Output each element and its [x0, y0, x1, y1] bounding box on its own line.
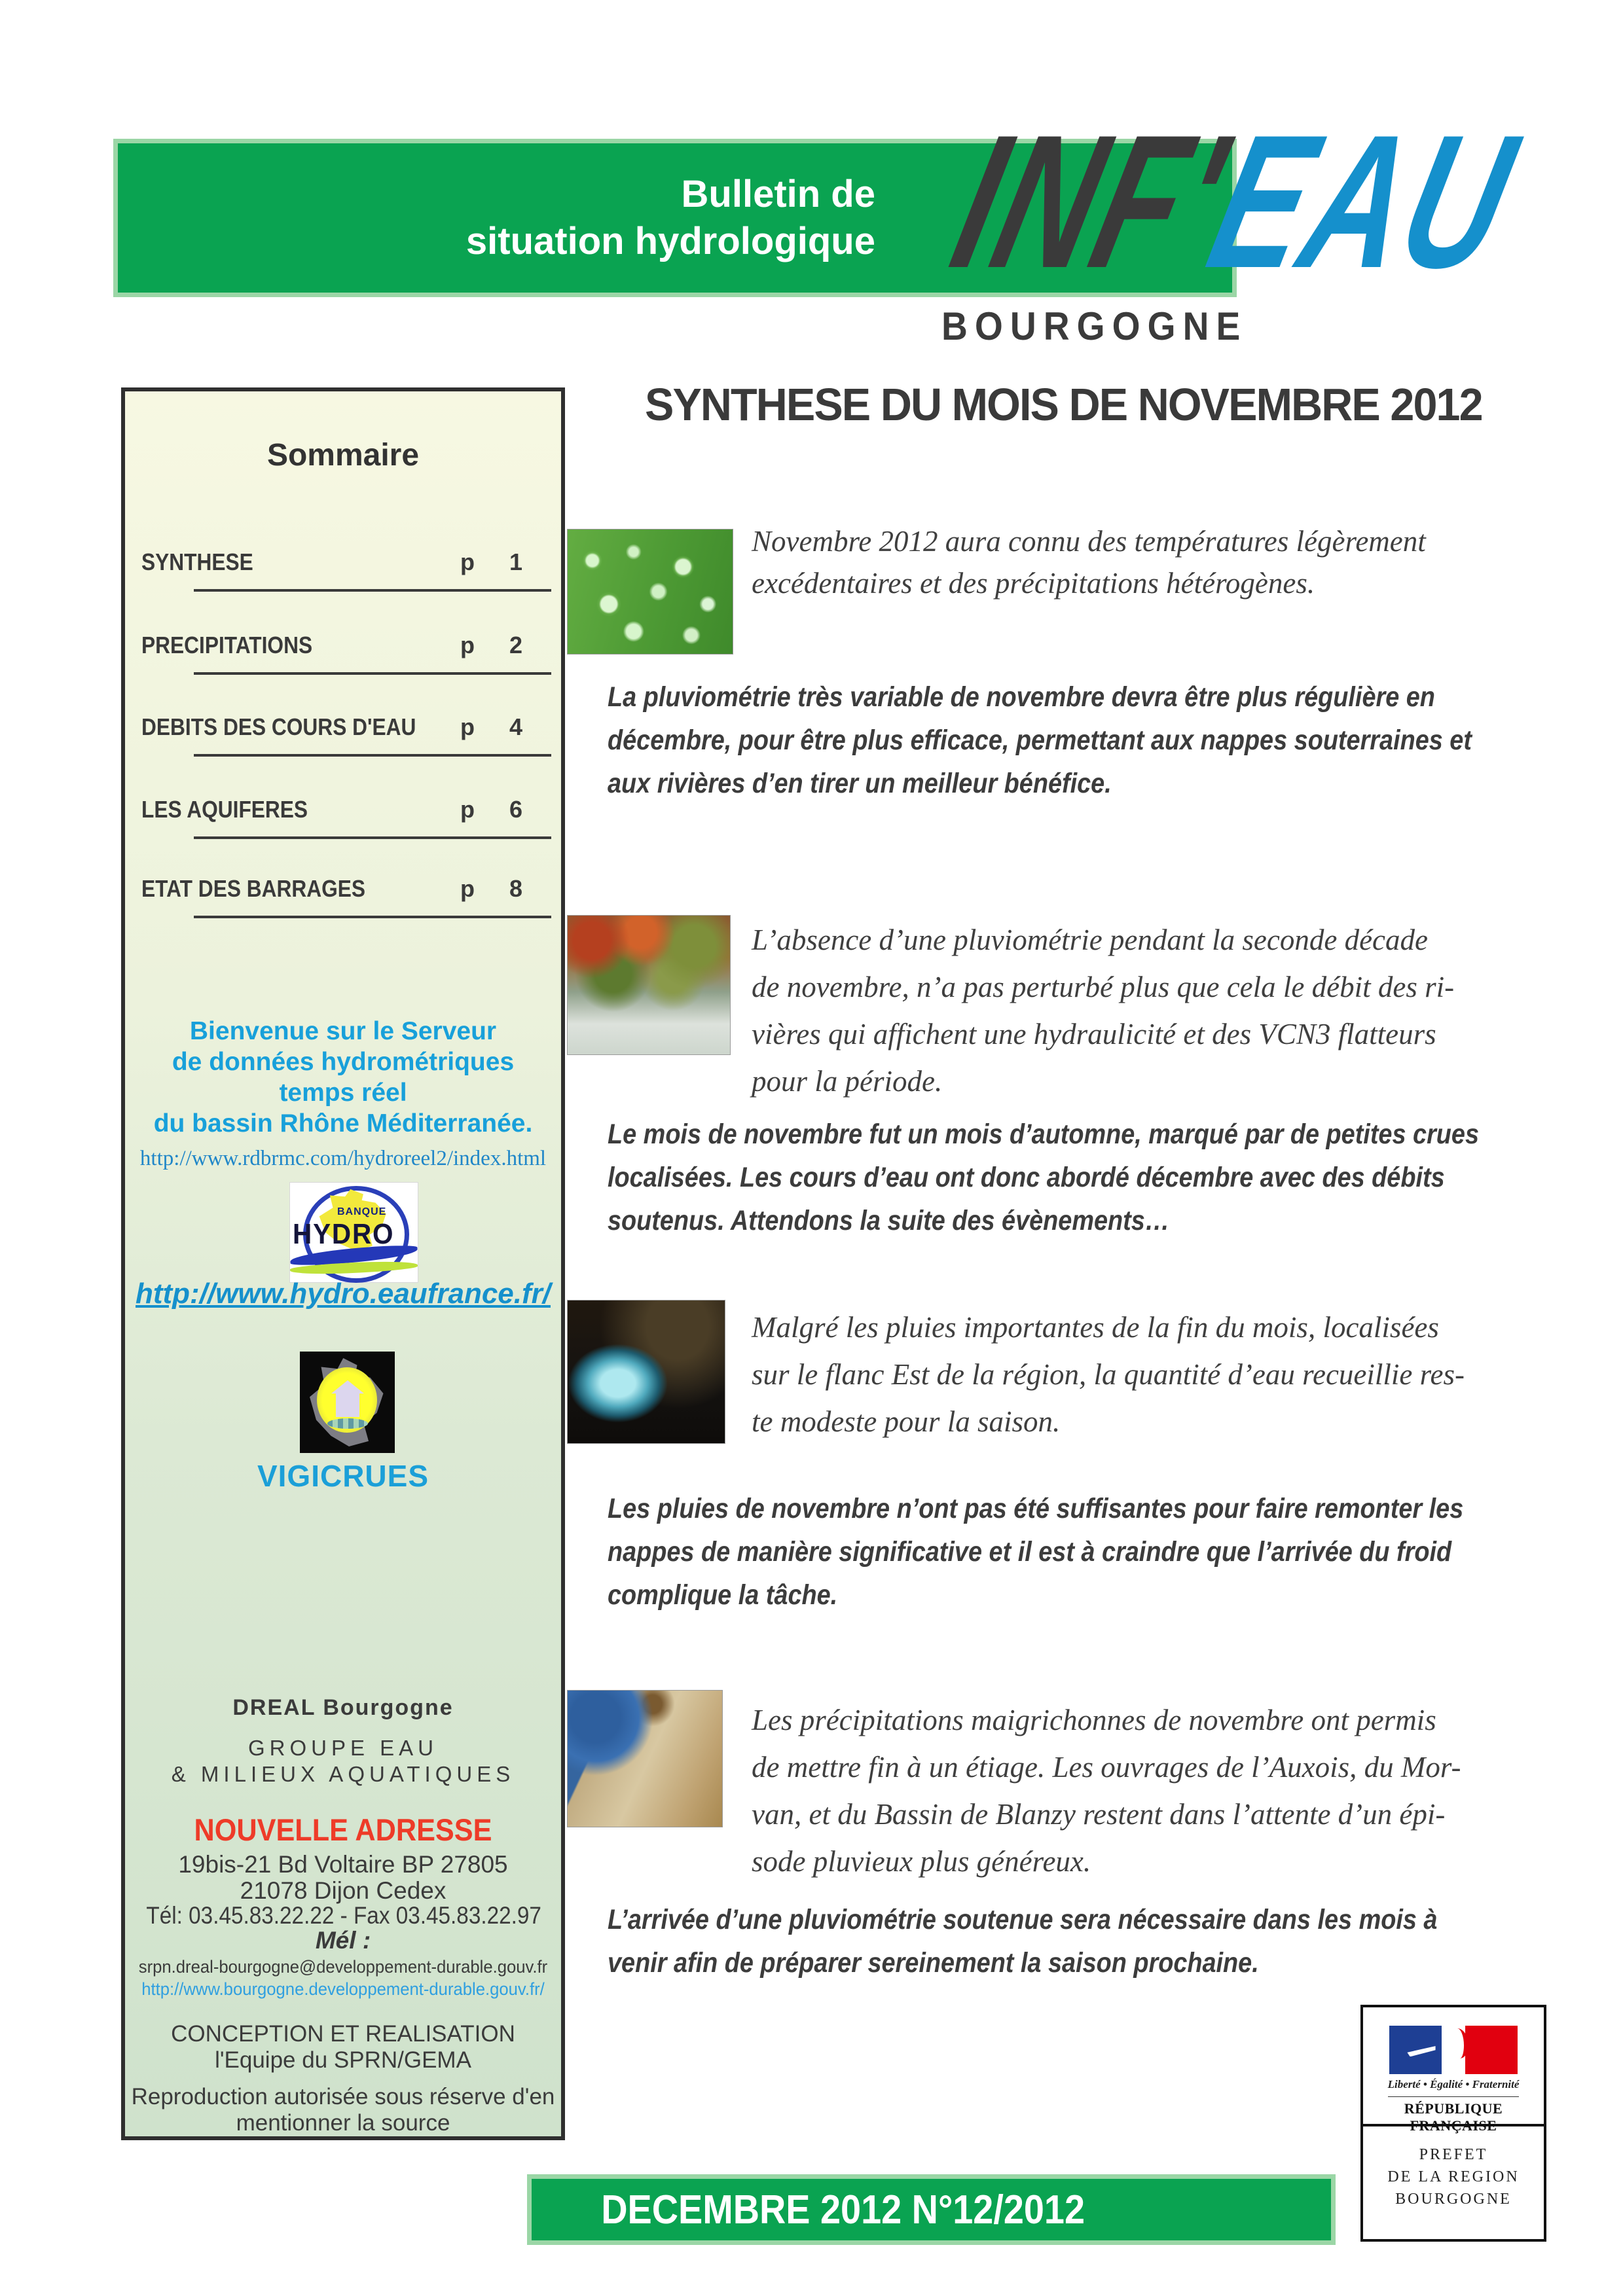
text-line: aux rivières d’en tirer un meilleur bénéfice. [608, 768, 1112, 799]
text-line: te modeste pour la saison. [752, 1405, 1061, 1438]
sommaire-title: Sommaire [266, 438, 420, 473]
synthese-italic-1 [752, 520, 1426, 604]
vigicrues-logo[interactable] [300, 1352, 395, 1453]
synthese-bold-1 [608, 675, 1472, 805]
toc-page-abbrev: p [460, 713, 475, 740]
text-line: décembre, pour être plus efficace, permettant aux nappes souterraines et [608, 725, 1472, 756]
toc-underline [194, 589, 551, 592]
phone-fax-line: Tél: 03.45.83.22.22 - Fax 03.45.83.22.97 [146, 1902, 541, 1929]
synthese-italic-2 [752, 916, 1454, 1105]
org-group-line1: GROUPE EAU [247, 1736, 439, 1760]
text-line: sur le flanc Est de la région, la quantité d’eau recueillie res- [752, 1358, 1465, 1391]
toc-label: LES AQUIFERES [141, 796, 308, 823]
photo-autumn-river [567, 915, 731, 1055]
marianne-face-icon [1448, 2028, 1468, 2058]
toc-page-abbrev: p [460, 875, 475, 902]
toc-page-abbrev: p [460, 632, 475, 658]
infeau-logo-inf: INF' [936, 96, 1246, 308]
synthese-italic-3 [752, 1304, 1465, 1445]
server-note-line: Bienvenue sur le Serveur [189, 1017, 497, 1045]
banque-hydro-logo[interactable] [289, 1182, 418, 1283]
republique-francaise-block [1363, 2007, 1544, 2134]
toc-label: PRECIPITATIONS [141, 632, 313, 658]
prefet-line3: BOURGOGNE [1395, 2191, 1512, 2208]
synthese-italic-4 [752, 1696, 1461, 1885]
photo-cave-spring [567, 1300, 725, 1444]
mel-label: Mél : [315, 1927, 371, 1954]
prefet-line2: DE LA REGION [1387, 2168, 1520, 2185]
republic-name: RÉPUBLIQUE FRANÇAISE [1404, 2100, 1503, 2134]
text-line: de mettre fin à un étiage. Les ouvrages de l’Auxois, du Mor- [752, 1751, 1461, 1784]
text-line: van, et du Bassin de Blanzy restent dans l’attente d’un épi- [752, 1798, 1446, 1831]
org-group-line2: & MILIEUX AQUATIQUES [171, 1762, 515, 1786]
toc-page-number: 4 [509, 713, 523, 740]
toc-page-number: 1 [509, 548, 523, 575]
bulletin-title-line1: Bulletin de [681, 173, 875, 215]
infeau-logo [933, 96, 1535, 319]
republic-motto: Liberté • Égalité • Fraternité [1387, 2078, 1520, 2090]
page-title: SYNTHESE DU MOIS DE NOVEMBRE 2012 [645, 379, 1482, 430]
text-line: complique la tâche. [608, 1579, 838, 1611]
rdbrmc-url-link[interactable]: http://www.rdbrmc.com/hydroreel2/index.html [139, 1147, 547, 1170]
vigicrues-label: VIGICRUES [257, 1459, 429, 1493]
text-line: nappes de manière significative et il est à craindre que l’arrivée du froid [608, 1536, 1452, 1568]
synthese-bold-3 [608, 1487, 1463, 1617]
text-line: soutenus. Attendons la suite des évènements… [608, 1205, 1170, 1236]
motto-divider [1388, 2096, 1519, 2097]
text-line: La pluviométrie très variable de novembre devra être plus régulière en [608, 681, 1435, 713]
text-line: pour la période. [752, 1065, 943, 1098]
conception-line1: CONCEPTION ET REALISATION [171, 2021, 515, 2047]
text-line: Le mois de novembre fut un mois d’automne, marqué par de petites crues [608, 1119, 1479, 1150]
text-line: Les pluies de novembre n’ont pas été suffisantes pour faire remonter les [608, 1493, 1464, 1524]
toc-label: SYNTHESE [141, 548, 253, 575]
text-line: venir afin de préparer sereinement la saison prochaine. [608, 1947, 1259, 1979]
text-line: L’arrivée d’une pluviométrie soutenue sera nécessaire dans les mois à [608, 1904, 1438, 1935]
logo-region-label: BOURGOGNE [941, 304, 1248, 348]
synthese-bold-2 [608, 1113, 1479, 1242]
vigicrues-wave-icon [327, 1418, 368, 1429]
toc-page-number: 6 [509, 796, 523, 823]
issue-label: DECEMBRE 2012 N°12/2012 [601, 2187, 1085, 2233]
server-note-line: du bassin Rhône Méditerranée. [153, 1109, 533, 1138]
server-note-line: temps réel [279, 1079, 407, 1107]
hydro-name-label: HYDRO [293, 1218, 395, 1250]
website-link[interactable]: http://www.bourgogne.developpement-durable.gouv.fr/ [141, 1979, 545, 1999]
server-note-line: de données hydrométriques [172, 1048, 515, 1076]
toc-page-abbrev: p [460, 796, 475, 823]
toc-underline [194, 672, 551, 675]
new-address-title: NOUVELLE ADRESSE [194, 1812, 492, 1847]
toc-label: ETAT DES BARRAGES [141, 875, 366, 902]
toc-underline [194, 916, 551, 918]
org-name: DREAL Bourgogne [232, 1695, 454, 1720]
toc-page-number: 8 [509, 875, 523, 902]
toc-page-abbrev: p [460, 548, 475, 575]
bulletin-title-line2: situation hydrologique [465, 220, 875, 262]
toc-underline [194, 836, 551, 839]
toc-underline [194, 754, 551, 757]
photo-leaf-water-drops [567, 529, 733, 655]
text-line: Les précipitations maigrichonnes de novembre ont permis [752, 1704, 1436, 1736]
prefet-region-badge [1360, 2005, 1546, 2242]
marianne-red-panel [1465, 2026, 1518, 2074]
email-address[interactable]: srpn.dreal-bourgogne@developpement-durable.gouv.fr [138, 1957, 548, 1977]
text-line: Novembre 2012 aura connu des températures légèrement [752, 525, 1426, 558]
synthese-bold-4 [608, 1898, 1437, 1984]
text-line: Malgré les pluies importantes de la fin du mois, localisées [752, 1311, 1439, 1344]
conception-line2: l'Equipe du SPRN/GEMA [215, 2047, 471, 2073]
hydro-server-note [124, 1016, 562, 1139]
marianne-flag-icon [1389, 2026, 1518, 2074]
address-line1: 19bis-21 Bd Voltaire BP 27805 [178, 1851, 508, 1878]
text-line: L’absence d’une pluviométrie pendant la seconde décade [752, 924, 1429, 956]
hydro-eaufrance-link[interactable]: http://www.hydro.eaufrance.fr/ [136, 1278, 551, 1310]
text-line: localisées. Les cours d’eau ont donc abordé décembre avec des débits [608, 1162, 1445, 1193]
text-line: sode pluvieux plus généreux. [752, 1845, 1091, 1878]
reproduction-line2: mentionner la source [236, 2110, 450, 2136]
photo-dam-reservoir [567, 1690, 723, 1827]
toc-page-number: 2 [509, 632, 523, 658]
text-line: de novembre, n’a pas perturbé plus que cela le débit des ri- [752, 971, 1455, 1003]
text-line: excédentaires et des précipitations hétérogènes. [752, 567, 1315, 600]
infeau-logo-eau: EAU [1192, 96, 1535, 308]
text-line: vières qui affichent une hydraulicité et des VCN3 flatteurs [752, 1018, 1436, 1050]
prefet-line1: PREFET [1419, 2146, 1488, 2163]
hydro-banque-label: BANQUE [337, 1206, 387, 1217]
footer-banner [527, 2174, 1336, 2245]
toc-label: DEBITS DES COURS D'EAU [141, 713, 416, 740]
reproduction-line1: Reproduction autorisée sous réserve d'en [131, 2084, 555, 2109]
address-line2: 21078 Dijon Cedex [240, 1877, 447, 1904]
